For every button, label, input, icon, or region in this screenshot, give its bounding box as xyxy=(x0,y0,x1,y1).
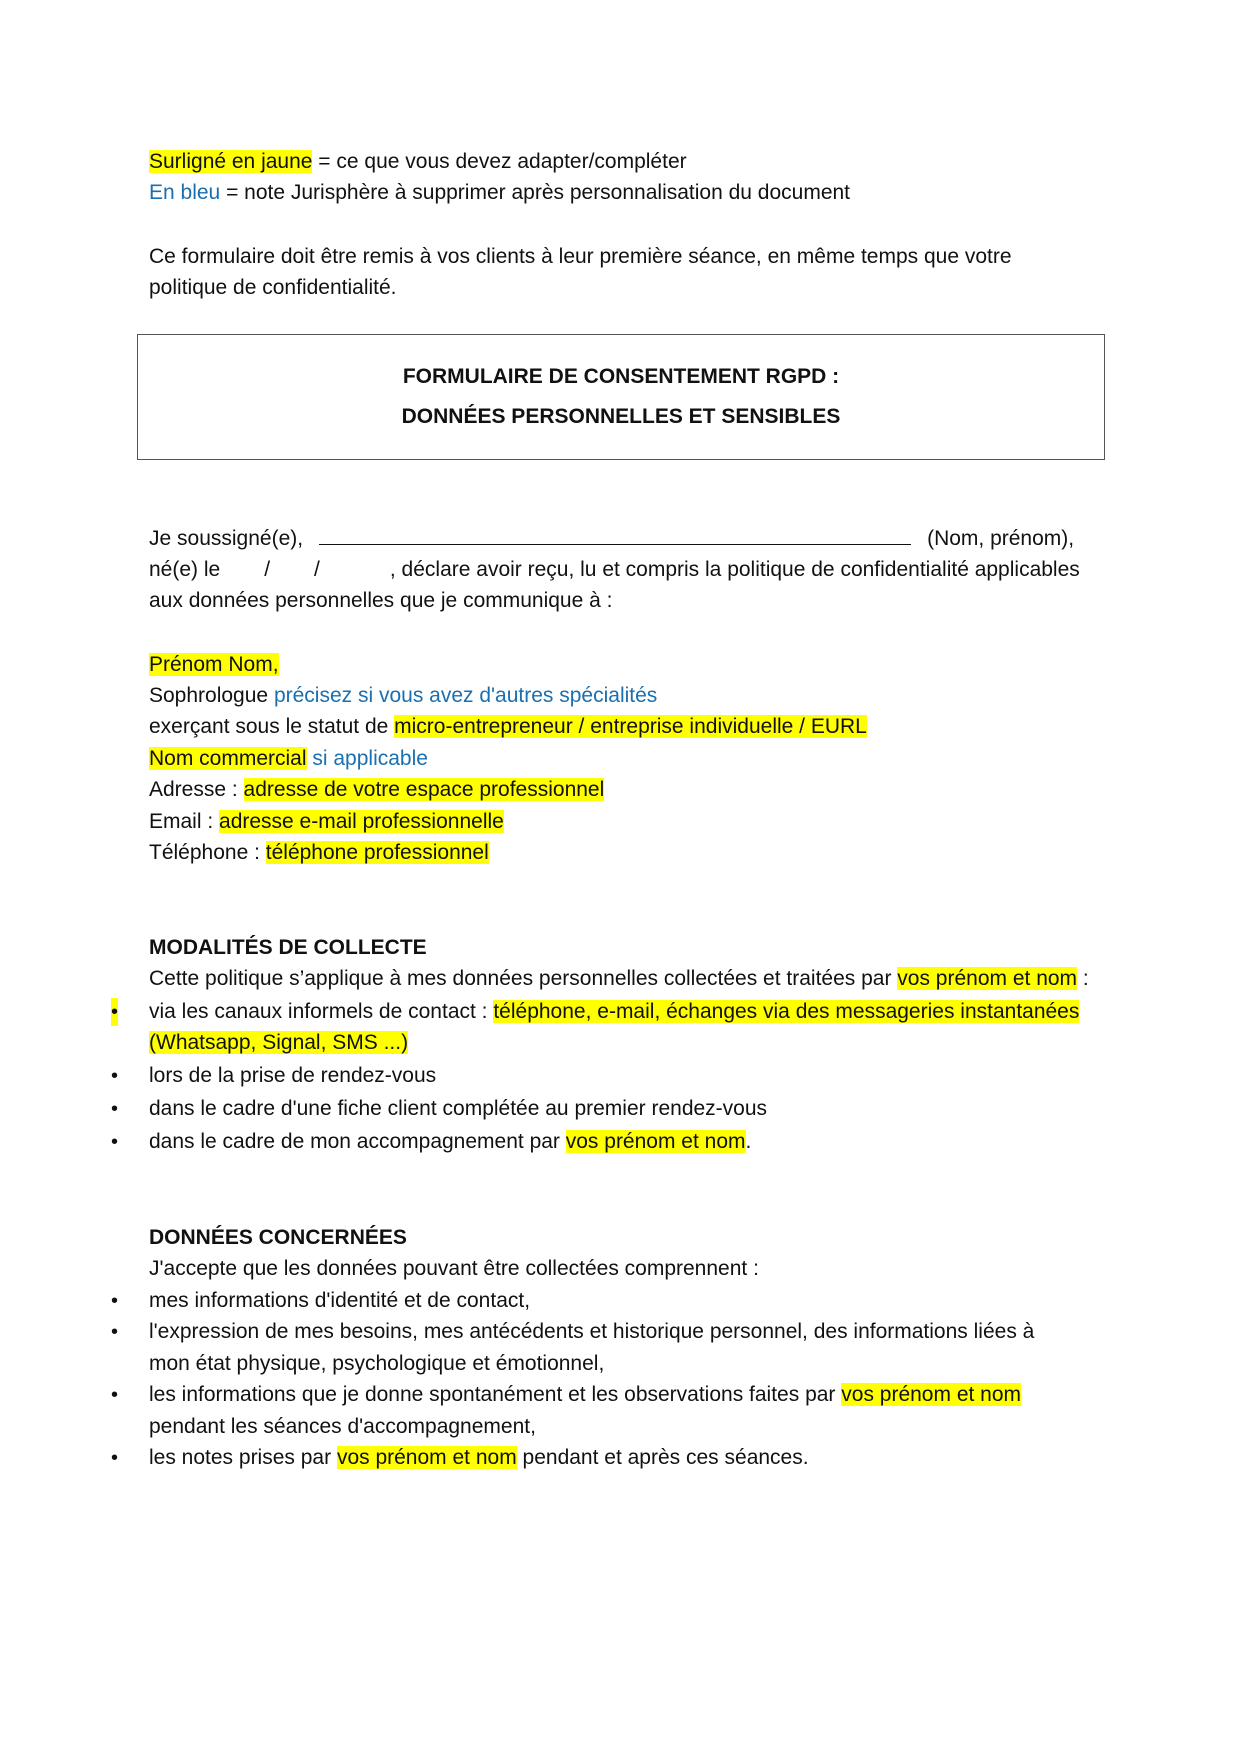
email-value: adresse e-mail professionnelle xyxy=(219,810,504,833)
legend-yellow-text: = ce que vous devez adapter/compléter xyxy=(312,150,687,173)
nom-commercial-note: si applicable xyxy=(306,747,428,770)
telephone-line xyxy=(149,839,489,867)
donnees-item-4-text: les notes prises par xyxy=(149,1446,337,1469)
collecte-item-1-apps: (Whatsapp, Signal, SMS ...) xyxy=(149,1031,409,1054)
statut-line xyxy=(149,713,867,741)
practitioner-name-line xyxy=(149,651,279,679)
legend-blue-sample: En bleu xyxy=(149,181,221,204)
adresse-value: adresse de votre espace professionnel xyxy=(243,778,605,801)
collecte-item-1-text: via les canaux informels de contact : xyxy=(149,1000,494,1023)
nom-prenom-label: (Nom, prénom), xyxy=(927,527,1075,550)
donnees-item-3-line-2: pendant les séances d'accompagnement, xyxy=(149,1415,536,1438)
collecte-item-4-suffix: . xyxy=(745,1130,752,1153)
collecte-intro-text: Cette politique s’applique à mes données personnelles collectées et traitées par xyxy=(149,967,898,990)
email-line xyxy=(149,808,504,836)
email-label: Email : xyxy=(149,810,220,833)
declaration-line-1 xyxy=(149,524,1074,553)
collecte-item-1-cont xyxy=(149,1029,408,1057)
collecte-intro-suffix: : xyxy=(1077,967,1089,990)
donnees-bullet-3: • xyxy=(111,1384,119,1406)
telephone-value: téléphone professionnel xyxy=(265,841,489,864)
collecte-bullet-1: • xyxy=(111,998,118,1026)
collecte-item-2: lors de la prise de rendez-vous xyxy=(149,1064,437,1087)
nom-commercial-line xyxy=(149,745,428,773)
legend-blue-line xyxy=(149,179,850,207)
donnees-item-4-suffix: pendant et après ces séances. xyxy=(516,1446,809,1469)
collecte-intro xyxy=(149,965,1089,993)
title-line-2: DONNÉES PERSONNELLES ET SENSIBLES xyxy=(401,405,841,428)
adresse-label: Adresse : xyxy=(149,778,244,801)
collecte-item-3: dans le cadre d'une fiche client complétée au premier rendez-vous xyxy=(149,1097,768,1120)
legend-yellow-line xyxy=(149,148,687,176)
donnees-heading: DONNÉES CONCERNÉES xyxy=(149,1226,407,1249)
profession-note: précisez si vous avez d'autres spécialités xyxy=(273,684,658,707)
donnees-item-3-name: vos prénom et nom xyxy=(841,1383,1022,1406)
donnees-item-4-name: vos prénom et nom xyxy=(336,1446,517,1469)
title-box xyxy=(137,334,1105,460)
donnees-intro: J'accepte que les données pouvant être collectées comprennent : xyxy=(149,1257,759,1280)
soussigne-label: Je soussigné(e), xyxy=(149,527,304,550)
profession-label: Sophrologue xyxy=(149,684,274,707)
legend-blue-text: = note Jurisphère à supprimer après personnalisation du document xyxy=(220,181,851,204)
nom-commercial: Nom commercial xyxy=(149,747,307,770)
declaration-line-3: aux données personnelles que je communique à : xyxy=(149,589,613,612)
donnees-item-3 xyxy=(149,1381,1021,1409)
name-field-line[interactable] xyxy=(319,524,911,545)
collecte-bullet-2: • xyxy=(111,1065,119,1087)
declaration-line-2 xyxy=(149,556,1080,584)
collecte-bullet-3: • xyxy=(111,1098,119,1120)
collecte-item-4 xyxy=(149,1128,751,1156)
date-slash-2: / xyxy=(314,558,320,581)
notice-line-2: politique de confidentialité. xyxy=(149,276,397,299)
declare-text: , déclare avoir reçu, lu et compris la politique de confidentialité applicables xyxy=(389,558,1080,581)
practitioner-name: Prénom Nom, xyxy=(149,653,279,676)
collecte-item-4-text: dans le cadre de mon accompagnement par xyxy=(149,1130,566,1153)
collecte-bullet-4: • xyxy=(111,1131,119,1153)
donnees-bullet-4: • xyxy=(111,1447,119,1469)
title-line-1: FORMULAIRE DE CONSENTEMENT RGPD : xyxy=(402,365,840,388)
telephone-label: Téléphone : xyxy=(149,841,266,864)
notice-line-1: Ce formulaire doit être remis à vos clients à leur première séance, en même temps que votre xyxy=(149,245,1012,268)
donnees-bullet-1: • xyxy=(111,1290,119,1312)
donnees-item-2-line-1: l'expression de mes besoins, mes antécédents et historique personnel, des informations liées à xyxy=(149,1320,1035,1343)
collecte-item-1 xyxy=(149,998,1079,1026)
legend-yellow-sample: Surligné en jaune xyxy=(149,150,313,173)
adresse-line xyxy=(149,776,604,804)
donnees-item-4 xyxy=(149,1444,809,1472)
collecte-intro-name: vos prénom et nom xyxy=(897,967,1078,990)
date-slash-1: / xyxy=(264,558,271,581)
statut-value: micro-entrepreneur / entreprise individuelle / EURL xyxy=(394,715,867,738)
donnees-item-1: mes informations d'identité et de contact, xyxy=(149,1289,531,1312)
collecte-heading: MODALITÉS DE COLLECTE xyxy=(149,936,427,959)
profession-line xyxy=(149,682,657,710)
ne-le-label: né(e) le xyxy=(149,558,221,581)
donnees-item-2-line-2: mon état physique, psychologique et émotionnel, xyxy=(149,1352,605,1375)
statut-label: exerçant sous le statut de xyxy=(149,715,395,738)
collecte-item-1-channels: téléphone, e-mail, échanges via des messageries instantanées xyxy=(493,1000,1080,1023)
donnees-bullet-2: • xyxy=(111,1321,119,1343)
donnees-item-3-text: les informations que je donne spontanément et les observations faites par xyxy=(149,1383,842,1406)
collecte-item-4-name: vos prénom et nom xyxy=(565,1130,746,1153)
